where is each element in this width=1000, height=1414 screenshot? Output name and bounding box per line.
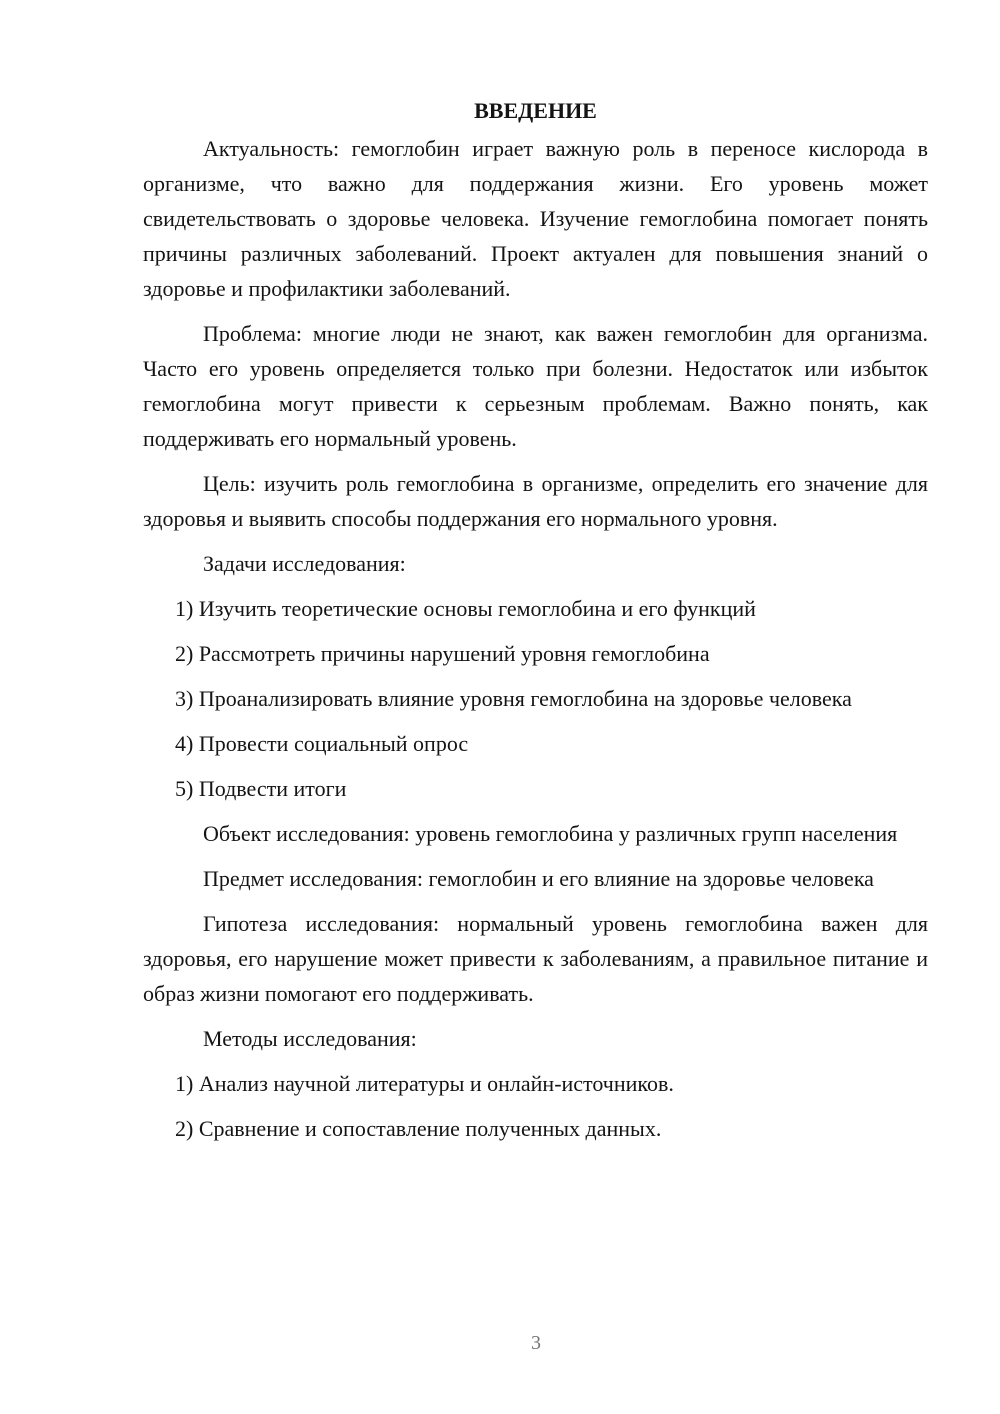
- methods-heading: Методы исследования:: [203, 1026, 417, 1051]
- method-item-1: 1) Анализ научной литературы и онлайн-источников.: [175, 1071, 674, 1096]
- task-item-1: 1) Изучить теоретические основы гемоглобина и его функций: [175, 596, 756, 621]
- task-item-2: 2) Рассмотреть причины нарушений уровня гемоглобина: [175, 641, 710, 666]
- tasks-heading: Задачи исследования:: [203, 551, 406, 576]
- relevance-paragraph: Актуальность: гемоглобин играет важную роль в переносе кислорода в организме, что важно для поддержания жизни. Его уровень может свидетельствовать о здоровье человека. Изучение гемоглобина помогает понять причины различных заболеваний. Проект актуален для повышения знаний о здоровье и профилактики заболеваний.: [143, 136, 928, 301]
- problem-paragraph: Проблема: многие люди не знают, как важен гемоглобин для организма. Часто его уровень определяется только при болезни. Недостаток или избыток гемоглобина могут привести к серьезным проблемам. Важно понять, как поддерживать его нормальный уровень.: [143, 321, 928, 451]
- subject-paragraph: Предмет исследования: гемоглобин и его влияние на здоровье человека: [203, 866, 874, 891]
- page-number: 3: [531, 1332, 541, 1354]
- task-item-5: 5) Подвести итоги: [175, 776, 347, 801]
- goal-paragraph: Цель: изучить роль гемоглобина в организме, определить его значение для здоровья и выявить способы поддержания его нормального уровня.: [143, 471, 928, 531]
- method-item-2: 2) Сравнение и сопоставление полученных данных.: [175, 1116, 662, 1141]
- task-item-4: 4) Провести социальный опрос: [175, 731, 469, 756]
- hypothesis-paragraph: Гипотеза исследования: нормальный уровень гемоглобина важен для здоровья, его нарушение может привести к заболеваниям, а правильное питание и образ жизни помогают его поддерживать.: [143, 911, 928, 1006]
- document-page: [143, 96, 928, 1156]
- task-item-3: 3) Проанализировать влияние уровня гемоглобина на здоровье человека: [175, 686, 852, 711]
- section-title: ВВЕДЕНИЕ: [474, 98, 597, 123]
- object-paragraph: Объект исследования: уровень гемоглобина у различных групп населения: [203, 821, 898, 846]
